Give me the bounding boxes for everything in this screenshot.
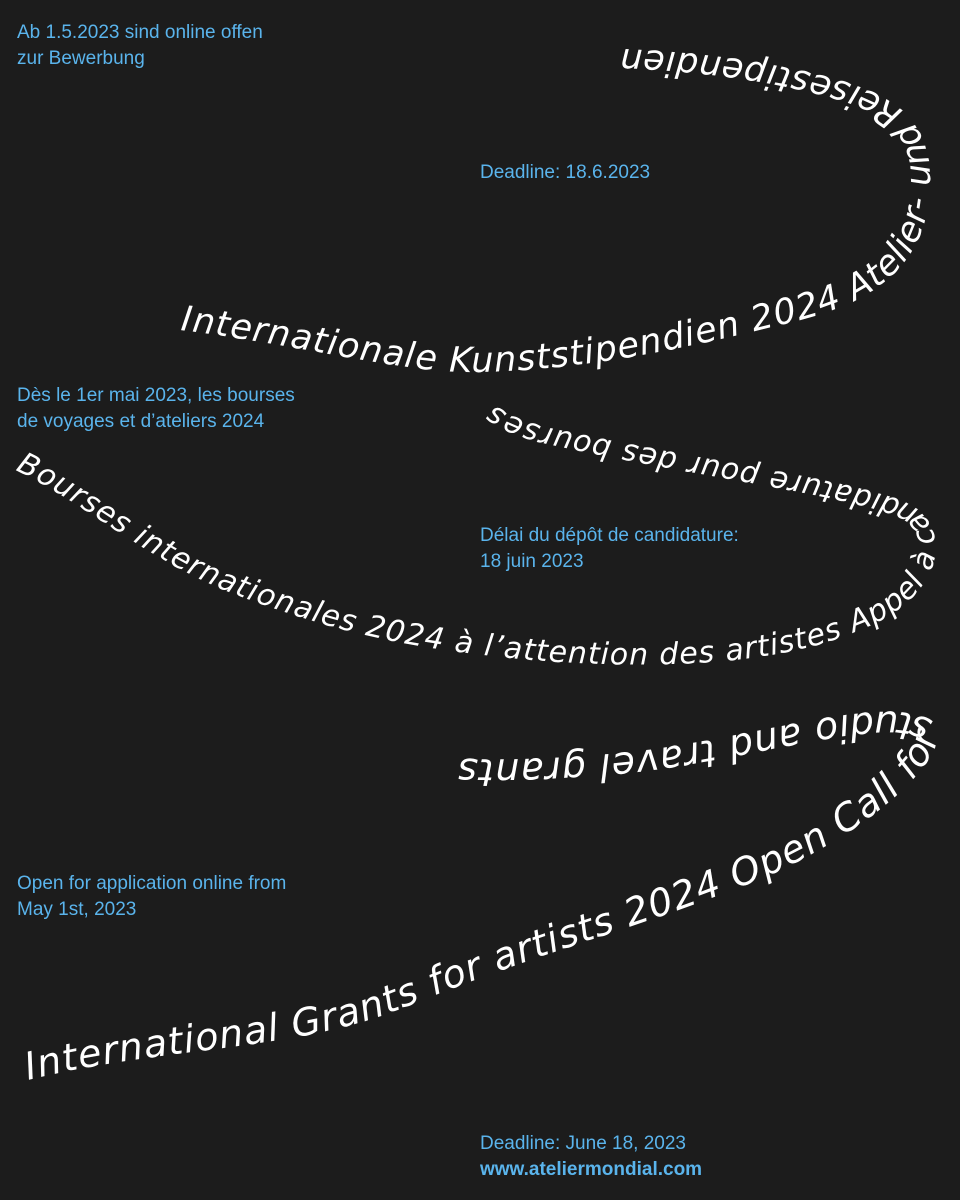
english-handwritten-path: International Grants for artists 2024 Open Call for studio and travel grants (19, 702, 948, 1089)
german-deadline-text: Deadline: 18.6.2023 (480, 162, 651, 183)
french-deadline-line-1: Délai du dépôt de candidature: (480, 525, 739, 546)
english-open-info (17, 871, 286, 923)
website-link[interactable]: www.ateliermondial.com (480, 1159, 703, 1180)
german-deadline (480, 160, 650, 186)
german-handwritten-line (179, 40, 939, 382)
german-handwritten-path: Internationale Kunststipendien 2024 Atelier- und Reisestipendien (178, 39, 940, 382)
german-open-line-2: zur Bewerbung (17, 48, 145, 69)
german-open-info (17, 20, 263, 72)
french-open-line-1: Dès le 1er mai 2023, les bourses (17, 385, 295, 406)
german-open-line-1: Ab 1.5.2023 sind online offen (17, 22, 263, 43)
french-deadline (480, 523, 739, 575)
english-open-line-2: May 1st, 2023 (17, 899, 137, 920)
english-open-line-1: Open for application online from (17, 873, 287, 894)
french-open-line-2: de voyages et d’ateliers 2024 (17, 411, 265, 432)
french-handwritten-line (11, 397, 943, 672)
french-deadline-line-2: 18 juin 2023 (480, 551, 584, 572)
english-deadline-text: Deadline: June 18, 2023 (480, 1133, 686, 1154)
french-open-info (17, 383, 295, 435)
french-handwritten-path: Bourses internationales 2024 à l’attention des artistes Appel à candidature pour des bourses (11, 397, 944, 673)
english-deadline-block (480, 1131, 702, 1183)
